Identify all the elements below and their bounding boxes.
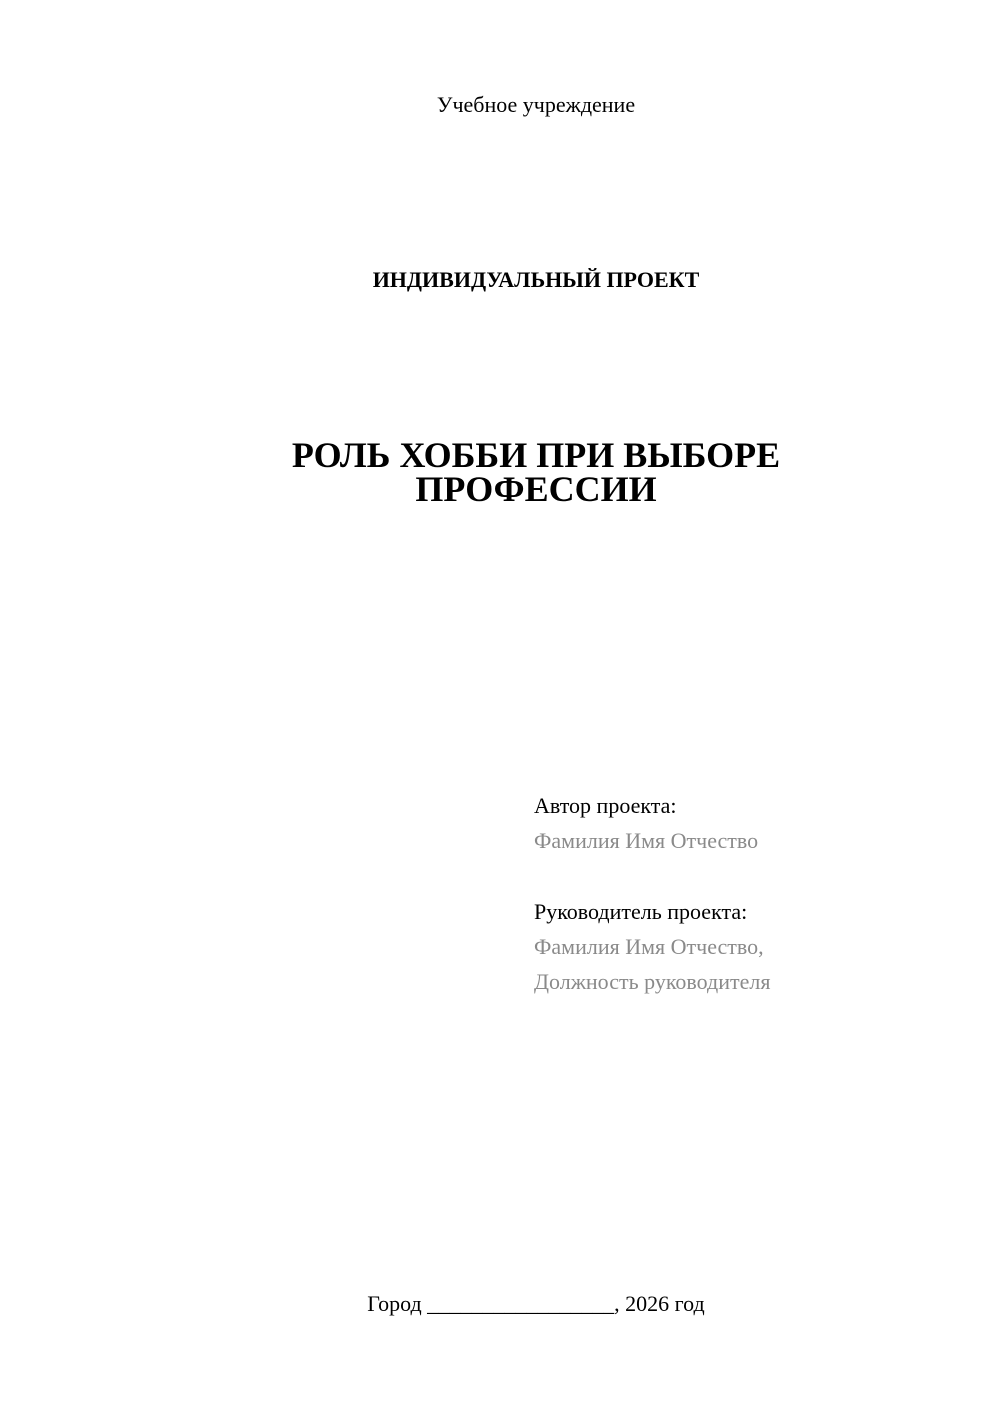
city-year-footer: Город _________________, 2026 год: [367, 1291, 705, 1316]
project-info-block: [534, 788, 974, 999]
supervisor-name: Фамилия Имя Отчество,: [534, 934, 764, 959]
project-title-line-1: РОЛЬ ХОББИ ПРИ ВЫБОРЕ: [291, 435, 781, 475]
info-spacer: [534, 858, 974, 894]
author-label: Автор проекта:: [534, 793, 677, 818]
supervisor-label: Руководитель проекта:: [534, 899, 748, 924]
project-title: [0, 435, 1000, 509]
project-type-heading: ИНДИВИДУАЛЬНЫЙ ПРОЕКТ: [372, 267, 700, 292]
supervisor-position: Должность руководителя: [534, 969, 771, 994]
project-title-line-2: ПРОФЕССИИ: [415, 469, 657, 509]
author-name: Фамилия Имя Отчество: [534, 828, 759, 853]
institution-name: Учебное учреждение: [436, 92, 636, 117]
